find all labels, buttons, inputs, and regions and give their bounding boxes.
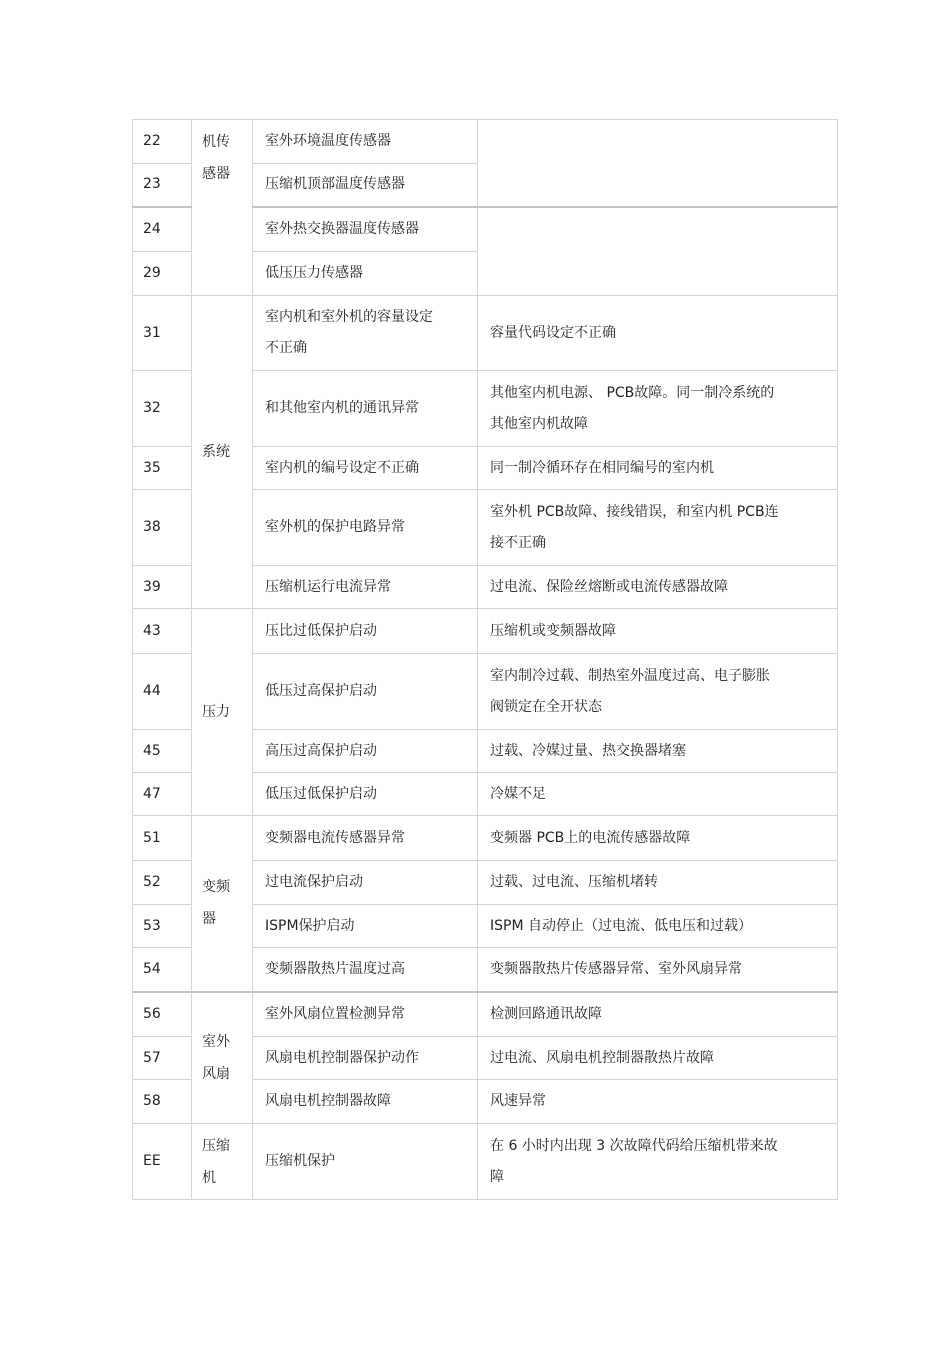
fault-cause: 冷媒不足 (478, 773, 838, 816)
fault-code: 22 (133, 120, 192, 164)
fault-name: 室内机和室外机的容量设定 不正确 (253, 296, 478, 371)
fault-code: 58 (133, 1080, 192, 1124)
fault-cause: 容量代码设定不正确 (478, 296, 838, 371)
fault-code: 52 (133, 861, 192, 905)
fault-code: 57 (133, 1037, 192, 1080)
fault-name: 室外环境温度传感器 (253, 120, 478, 164)
category-pressure: 压力 (192, 609, 253, 816)
table-row (133, 296, 838, 371)
fault-code: 53 (133, 905, 192, 948)
category-compressor: 压缩 机 (192, 1124, 253, 1200)
fault-cause (478, 207, 838, 296)
table-row (133, 1124, 838, 1200)
fault-cause: 风速异常 (478, 1080, 838, 1124)
category-inverter: 变频 器 (192, 816, 253, 992)
fault-name: 变频器电流传感器异常 (253, 816, 478, 861)
fault-cause: 在 6 小时内出现 3 次故障代码给压缩机带来故 障 (478, 1124, 838, 1200)
fault-name: 高压过高保护启动 (253, 730, 478, 773)
fault-code: 32 (133, 371, 192, 447)
fault-name: 风扇电机控制器故障 (253, 1080, 478, 1124)
fault-code: 51 (133, 816, 192, 861)
fault-cause: 过载、过电流、压缩机堵转 (478, 861, 838, 905)
fault-code: 38 (133, 490, 192, 566)
fault-cause: 检测回路通讯故障 (478, 992, 838, 1037)
fault-code: 23 (133, 164, 192, 207)
fault-name: 压缩机保护 (253, 1124, 478, 1200)
fault-code: 43 (133, 609, 192, 654)
fault-cause: 其他室内机电源、 PCB故障。同一制冷系统的 其他室内机故障 (478, 371, 838, 447)
fault-code: 44 (133, 654, 192, 730)
fault-code: EE (133, 1124, 192, 1200)
table-row (133, 120, 838, 164)
fault-cause: 过电流、风扇电机控制器散热片故障 (478, 1037, 838, 1080)
fault-name: 和其他室内机的通讯异常 (253, 371, 478, 447)
fault-code: 39 (133, 566, 192, 609)
fault-cause: 室内制冷过载、制热室外温度过高、电子膨胀 阀锁定在全开状态 (478, 654, 838, 730)
fault-name: 压缩机运行电流异常 (253, 566, 478, 609)
fault-code: 29 (133, 252, 192, 296)
fault-name: 风扇电机控制器保护动作 (253, 1037, 478, 1080)
fault-cause: 过载、冷媒过量、热交换器堵塞 (478, 730, 838, 773)
category-fan: 室外 风扇 (192, 992, 253, 1124)
fault-name: ISPM保护启动 (253, 905, 478, 948)
fault-name: 室外机的保护电路异常 (253, 490, 478, 566)
fault-code: 54 (133, 948, 192, 992)
fault-cause: 过电流、保险丝熔断或电流传感器故障 (478, 566, 838, 609)
fault-name: 压比过低保护启动 (253, 609, 478, 654)
fault-name: 室内机的编号设定不正确 (253, 447, 478, 490)
fault-cause: 室外机 PCB故障、接线错误，和室内机 PCB连 接不正确 (478, 490, 838, 566)
table-row (133, 816, 838, 861)
fault-cause (478, 120, 838, 207)
fault-name: 压缩机顶部温度传感器 (253, 164, 478, 207)
fault-cause: ISPM 自动停止（过电流、低电压和过载） (478, 905, 838, 948)
fault-code: 24 (133, 207, 192, 252)
fault-code-table (132, 119, 838, 1200)
fault-name: 变频器散热片温度过高 (253, 948, 478, 992)
table-row (133, 992, 838, 1037)
fault-name: 室外风扇位置检测异常 (253, 992, 478, 1037)
fault-name: 过电流保护启动 (253, 861, 478, 905)
fault-code: 47 (133, 773, 192, 816)
fault-code: 45 (133, 730, 192, 773)
table-row (133, 609, 838, 654)
fault-cause: 变频器 PCB上的电流传感器故障 (478, 816, 838, 861)
fault-name: 室外热交换器温度传感器 (253, 207, 478, 252)
fault-code: 35 (133, 447, 192, 490)
fault-name: 低压过低保护启动 (253, 773, 478, 816)
category-sensor: 机传 感器 (192, 120, 253, 296)
fault-name: 低压过高保护启动 (253, 654, 478, 730)
fault-cause: 变频器散热片传感器异常、室外风扇异常 (478, 948, 838, 992)
fault-cause: 同一制冷循环存在相同编号的室内机 (478, 447, 838, 490)
fault-cause: 压缩机或变频器故障 (478, 609, 838, 654)
fault-code: 31 (133, 296, 192, 371)
fault-code: 56 (133, 992, 192, 1037)
category-system: 系统 (192, 296, 253, 609)
fault-name: 低压压力传感器 (253, 252, 478, 296)
